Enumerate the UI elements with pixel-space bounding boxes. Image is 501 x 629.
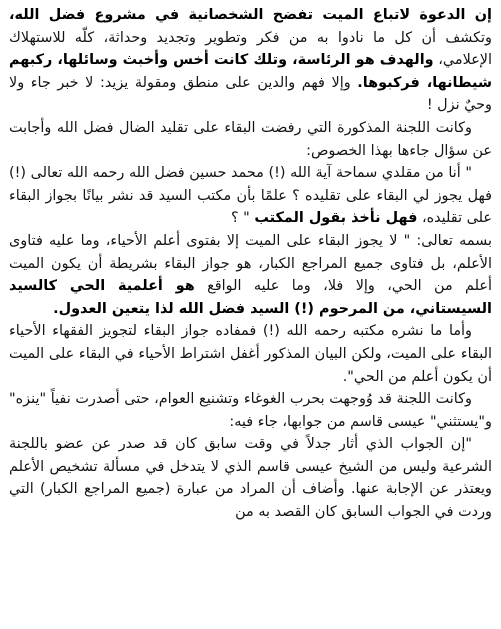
paragraph-text: بسمه تعالى: " لا يجوز البقاء على الميت إلا بفتوى أعلم الأحياء، وما عليه فتاوى الأعلم، بل فتاوى جميع المراجع الكبار، هو جواز البقاء بشريطة أن يكون الميت أعلم من الحي، وإلا فلا، وما عليه الواقع (9, 232, 492, 295)
body-paragraph (9, 230, 492, 320)
paragraph-text: " ؟ (230, 210, 255, 227)
paragraph-text: وكانت اللجنة قد وُوجهت بحرب الغوغاء وتشنيع العوام، حتى أصدرت نفياً "ينزه" و"يستثني" عيسى قاسم من جوابها، جاء فيه: (9, 391, 492, 430)
body-paragraph (9, 433, 492, 523)
body-paragraph (9, 388, 492, 433)
body-paragraph (9, 320, 492, 388)
emphasized-text: فهل نأخذ بقول المكتب (254, 210, 418, 227)
paragraph-text: وإلا فهم والدين على منطق ومقولة يزيد: لا خبر جاء ولا وحيٌ نزل ! (9, 74, 492, 114)
body-paragraph (9, 117, 492, 162)
paragraph-text: وكانت اللجنة المذكورة التي رفضت البقاء على تقليد الضال فضل الله وأجابت عن سؤال جاءها بهذا الخصوص: (9, 119, 492, 159)
body-paragraph (9, 4, 492, 117)
paragraph-text: " أنا من مقلدي سماحة آية الله (!) محمد حسين فضل الله رحمه الله تعالى (!) فهل يجوز لي البقاء على تقليده ؟ علمًا بأن مكتب السيد قد نشر بيانًا بجواز البقاء على تقليده، (9, 165, 492, 227)
emphasized-text: إن الدعوة لاتباع الميت تفضح الشخصانية في مشروع فضل الله، (9, 7, 492, 23)
paragraph-text: وتكشف أن كل ما نادوا به من فكر وتطوير وتجديد وحداثة، كلّه للاستهلاك الإعلامي، (9, 29, 492, 69)
paragraph-text: وأما ما نشره مكتبه رحمه الله (!) فمفاده جواز البقاء لتجويز الفقهاء الأحياء البقاء على الميت، ولكن البيان المذكور أغفل اشتراط الأحياء في البقاء على الميت أن يكون أعلم من الحي". (9, 323, 492, 385)
paragraph-text: "إن الجواب الذي أثار جدلاً في وقت سابق كان قد صدر عن عضو باللجنة الشرعية وليس من الشيخ عيسى قاسم الذي لا يتدخل في مسألة تشخيص الأعلم ويعتذر عن الإجابة عنها. وأضاف أن المراد من عبارة (جميع المراجع الكبار) التي وردت في الجواب السابق كان القصد به من (9, 436, 492, 521)
emphasized-text: هو أعلمية الحي كالسيد السيستاني، من المرحوم (!) السيد فضل الله لذا يتعين العدول. (9, 278, 492, 317)
emphasized-text: والهدف هو الرئاسة، وتلك كانت أخس وأخبث وسائلها، ركبهم شيطانها، فركبوها. (9, 52, 492, 91)
body-paragraph (9, 162, 492, 230)
